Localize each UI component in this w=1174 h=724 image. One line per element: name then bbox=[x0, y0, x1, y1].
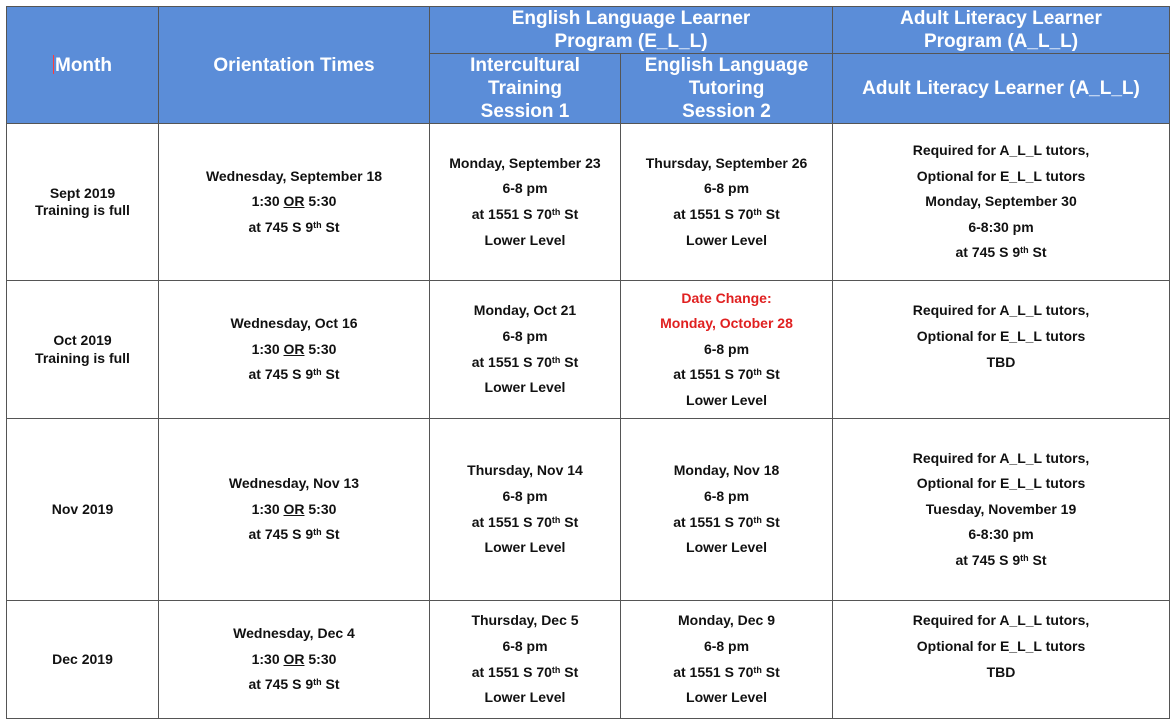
orientation-day: Wednesday, Oct 16 bbox=[230, 315, 358, 332]
header-all-session: Adult Literacy Learner (A_L_L) bbox=[833, 54, 1170, 124]
orientation-address: at 745 S 9th St bbox=[248, 676, 340, 693]
training-full-note: Training is full bbox=[35, 202, 130, 218]
month-cell bbox=[7, 601, 159, 719]
header-ell-session-2: English Language Tutoring Session 2 bbox=[621, 54, 833, 124]
orientation-cell bbox=[159, 601, 430, 719]
month-label: Nov 2019 bbox=[51, 500, 114, 517]
session-day: Monday, September 23 bbox=[449, 154, 601, 171]
orientation-times: 1:30 OR 5:30 bbox=[251, 650, 337, 667]
required-note: Required for A_L_L tutors, bbox=[912, 302, 1090, 319]
optional-note: Optional for E_L_L tutors bbox=[916, 475, 1086, 492]
table-row bbox=[7, 281, 1170, 419]
orientation-times: 1:30 OR 5:30 bbox=[251, 193, 337, 210]
month-label: Sept 2019 bbox=[49, 184, 116, 201]
session-time: 6-8 pm bbox=[502, 637, 548, 654]
session-day: Monday, Nov 18 bbox=[673, 462, 780, 479]
session-time: 6-8 pm bbox=[703, 340, 750, 357]
ell-session-1-cell bbox=[430, 281, 621, 419]
session-level: Lower Level bbox=[484, 379, 566, 396]
session-address: at 1551 S 70th St bbox=[673, 513, 780, 530]
session-day: Monday, Dec 9 bbox=[678, 612, 775, 629]
session-time: 6-8 pm bbox=[502, 327, 548, 344]
session-time: 6-8 pm bbox=[502, 487, 548, 504]
session-address: at 1551 S 70th St bbox=[673, 663, 780, 680]
session-day: Thursday, Dec 5 bbox=[471, 612, 579, 629]
training-full-note: Training is full bbox=[35, 349, 130, 366]
required-note: Required for A_L_L tutors, bbox=[912, 142, 1090, 159]
table-row bbox=[7, 419, 1170, 601]
orientation-address: at 745 S 9th St bbox=[248, 366, 340, 383]
table-row bbox=[7, 124, 1170, 281]
session-address: at 1551 S 70th St bbox=[673, 366, 780, 383]
orientation-cell bbox=[159, 124, 430, 281]
blank-line bbox=[837, 375, 1165, 401]
required-note: Required for A_L_L tutors, bbox=[912, 612, 1090, 629]
optional-note: Optional for E_L_L tutors bbox=[916, 167, 1086, 184]
or-underlined: OR bbox=[283, 340, 305, 357]
orientation-times: 1:30 OR 5:30 bbox=[251, 500, 337, 517]
ell-session-2-cell bbox=[621, 281, 833, 419]
all-session-cell bbox=[833, 281, 1170, 419]
month-label: Dec 2019 bbox=[52, 650, 113, 667]
orientation-day: Wednesday, Dec 4 bbox=[233, 625, 355, 642]
ell-session-1-cell bbox=[430, 419, 621, 601]
session-address: at 1551 S 70th St bbox=[471, 513, 579, 530]
session-day: Monday, October 28 bbox=[660, 315, 793, 332]
session-level: Lower Level bbox=[484, 689, 566, 706]
orientation-day: Wednesday, September 18 bbox=[205, 167, 383, 184]
header-orientation-times: Orientation Times bbox=[159, 7, 430, 124]
orientation-address: at 745 S 9th St bbox=[248, 526, 340, 543]
ell-session-2-cell bbox=[621, 419, 833, 601]
all-session-day: TBD bbox=[986, 663, 1016, 680]
session-address: at 1551 S 70th St bbox=[673, 206, 780, 222]
or-underlined: OR bbox=[283, 193, 305, 210]
ell-session-1-cell bbox=[430, 601, 621, 719]
or-underlined: OR bbox=[283, 650, 305, 667]
ell-session-2-cell bbox=[621, 124, 833, 281]
session-time: 6-8 pm bbox=[703, 487, 750, 504]
session-time: 6-8 pm bbox=[703, 180, 750, 197]
session-address: at 1551 S 70th St bbox=[471, 663, 579, 680]
session-address: at 1551 S 70th St bbox=[471, 206, 579, 222]
orientation-day: Wednesday, Nov 13 bbox=[228, 475, 360, 492]
text-cursor bbox=[53, 55, 54, 74]
all-session-day: TBD bbox=[986, 353, 1016, 370]
required-note: Required for A_L_L tutors, bbox=[912, 449, 1090, 466]
session-level: Lower Level bbox=[484, 231, 566, 248]
table-body bbox=[7, 124, 1170, 719]
all-session-address: at 745 S 9th St bbox=[955, 551, 1047, 568]
all-session-time: 6-8:30 pm bbox=[968, 218, 1034, 235]
optional-note: Optional for E_L_L tutors bbox=[916, 637, 1086, 654]
session-level: Lower Level bbox=[484, 539, 566, 556]
header-ell-program: English Language Learner Program (E_L_L) bbox=[430, 7, 833, 54]
month-label: Oct 2019 bbox=[53, 332, 112, 348]
session-time: 6-8 pm bbox=[703, 637, 750, 654]
date-change-label: Date Change: bbox=[681, 289, 772, 306]
all-session-cell bbox=[833, 601, 1170, 719]
session-level: Lower Level bbox=[686, 539, 767, 556]
training-schedule-table bbox=[6, 6, 1170, 719]
session-address: at 1551 S 70th St bbox=[471, 353, 579, 370]
session-level: Lower Level bbox=[686, 231, 767, 248]
orientation-cell bbox=[159, 281, 430, 419]
month-cell bbox=[7, 124, 159, 281]
or-underlined: OR bbox=[283, 500, 305, 517]
ell-session-1-cell bbox=[430, 124, 621, 281]
session-day: Thursday, Nov 14 bbox=[467, 462, 583, 479]
session-day: Monday, Oct 21 bbox=[473, 302, 577, 319]
all-session-cell bbox=[833, 419, 1170, 601]
session-day: Thursday, September 26 bbox=[645, 154, 808, 171]
session-time: 6-8 pm bbox=[502, 180, 548, 197]
all-session-day: Monday, September 30 bbox=[925, 193, 1077, 210]
session-level: Lower Level bbox=[686, 391, 767, 408]
all-session-day: Tuesday, November 19 bbox=[925, 500, 1077, 517]
session-level: Lower Level bbox=[686, 689, 767, 706]
all-session-time: 6-8:30 pm bbox=[968, 526, 1034, 543]
all-session-address: at 745 S 9th St bbox=[955, 244, 1047, 261]
header-month-label: Month bbox=[55, 54, 112, 76]
all-session-cell bbox=[833, 124, 1170, 281]
month-cell bbox=[7, 281, 159, 419]
orientation-cell bbox=[159, 419, 430, 601]
optional-note: Optional for E_L_L tutors bbox=[916, 327, 1086, 344]
month-cell bbox=[7, 419, 159, 601]
orientation-times: 1:30 OR 5:30 bbox=[251, 340, 337, 357]
table-row bbox=[7, 601, 1170, 719]
orientation-address: at 745 S 9th St bbox=[248, 218, 340, 235]
header-ell-session-1: Intercultural Training Session 1 bbox=[430, 54, 621, 124]
ell-session-2-cell bbox=[621, 601, 833, 719]
header-month bbox=[7, 7, 159, 124]
table-header bbox=[7, 7, 1170, 124]
header-all-program: Adult Literacy Learner Program (A_L_L) bbox=[833, 7, 1170, 54]
blank-line bbox=[837, 685, 1165, 711]
